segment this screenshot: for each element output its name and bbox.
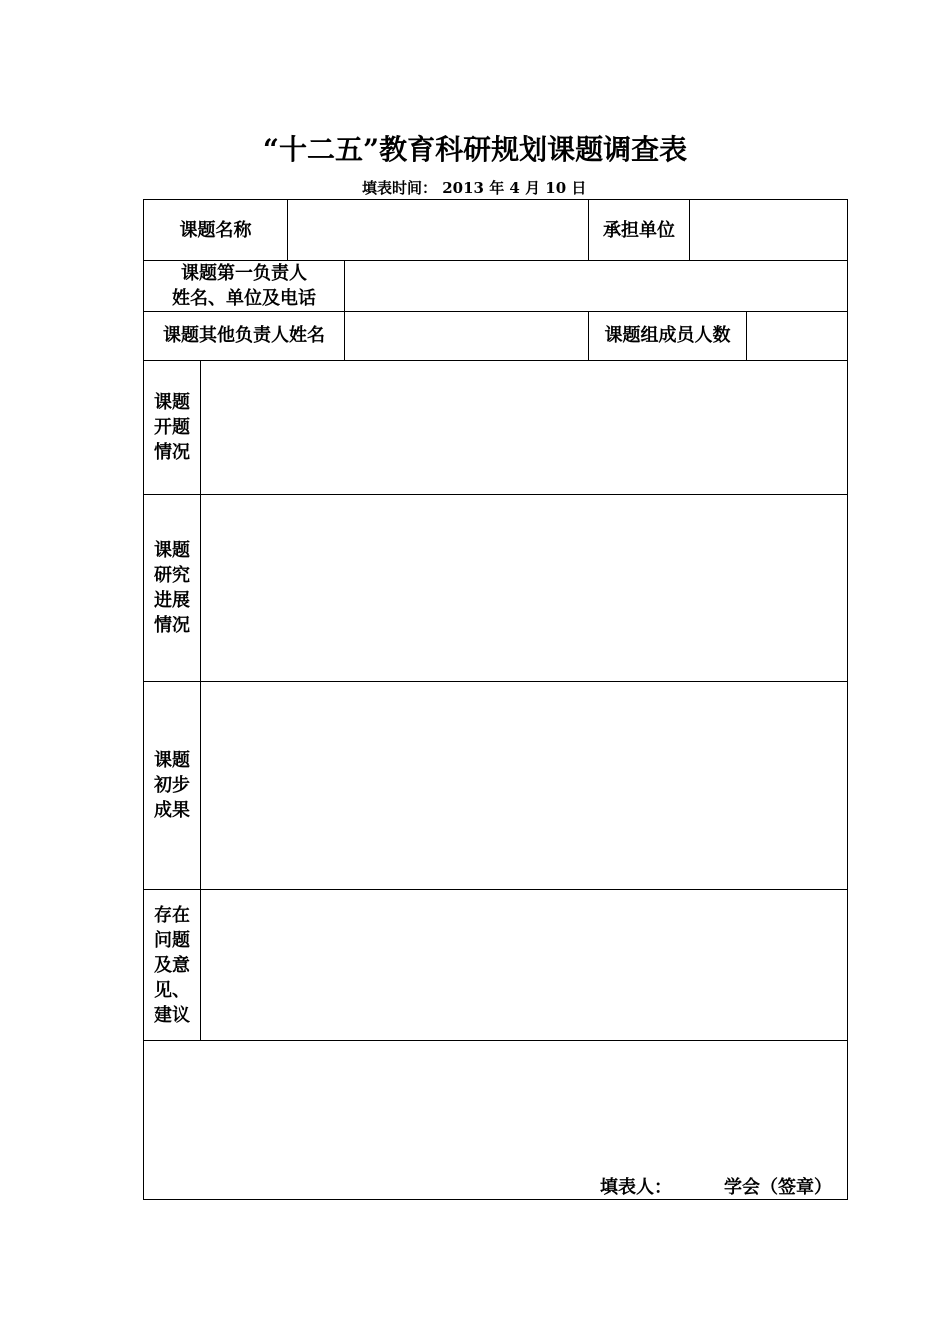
progress-field[interactable] [201,495,847,681]
member-count-label: 课题组成员人数 [604,325,731,346]
project-name-label: 课题名称 [179,220,252,241]
first-leader-label-line1: 课题第一负责人 [181,263,307,284]
undertaking-unit-label: 承担单位 [603,220,675,241]
progress-label: 课题研究进展情况 [154,540,190,636]
first-leader-label-line2: 姓名、单位及电话 [172,288,316,309]
opening-label: 课题开题情况 [154,392,190,463]
fill-date: 填表时间： 2013 年 4 月 10 日 [362,179,587,197]
other-leaders-field[interactable] [345,312,588,360]
first-leader-field[interactable] [345,261,847,311]
member-count-field[interactable] [747,312,847,360]
results-field[interactable] [201,682,847,889]
page-title: “十二五”教育科研规划课题调查表 [262,133,688,166]
issues-field[interactable] [201,890,847,1040]
table-border-right [847,199,848,1200]
opening-field[interactable] [201,361,847,494]
other-leaders-label: 课题其他负责人姓名 [163,325,325,346]
project-name-field[interactable] [288,200,588,260]
filler-label: 填表人： [600,1177,672,1198]
seal-label: 学会（签章） [724,1177,832,1198]
undertaking-unit-field[interactable] [690,200,847,260]
issues-label: 存在问题及意见、建议 [154,905,190,1026]
results-label: 课题初步成果 [154,750,190,821]
